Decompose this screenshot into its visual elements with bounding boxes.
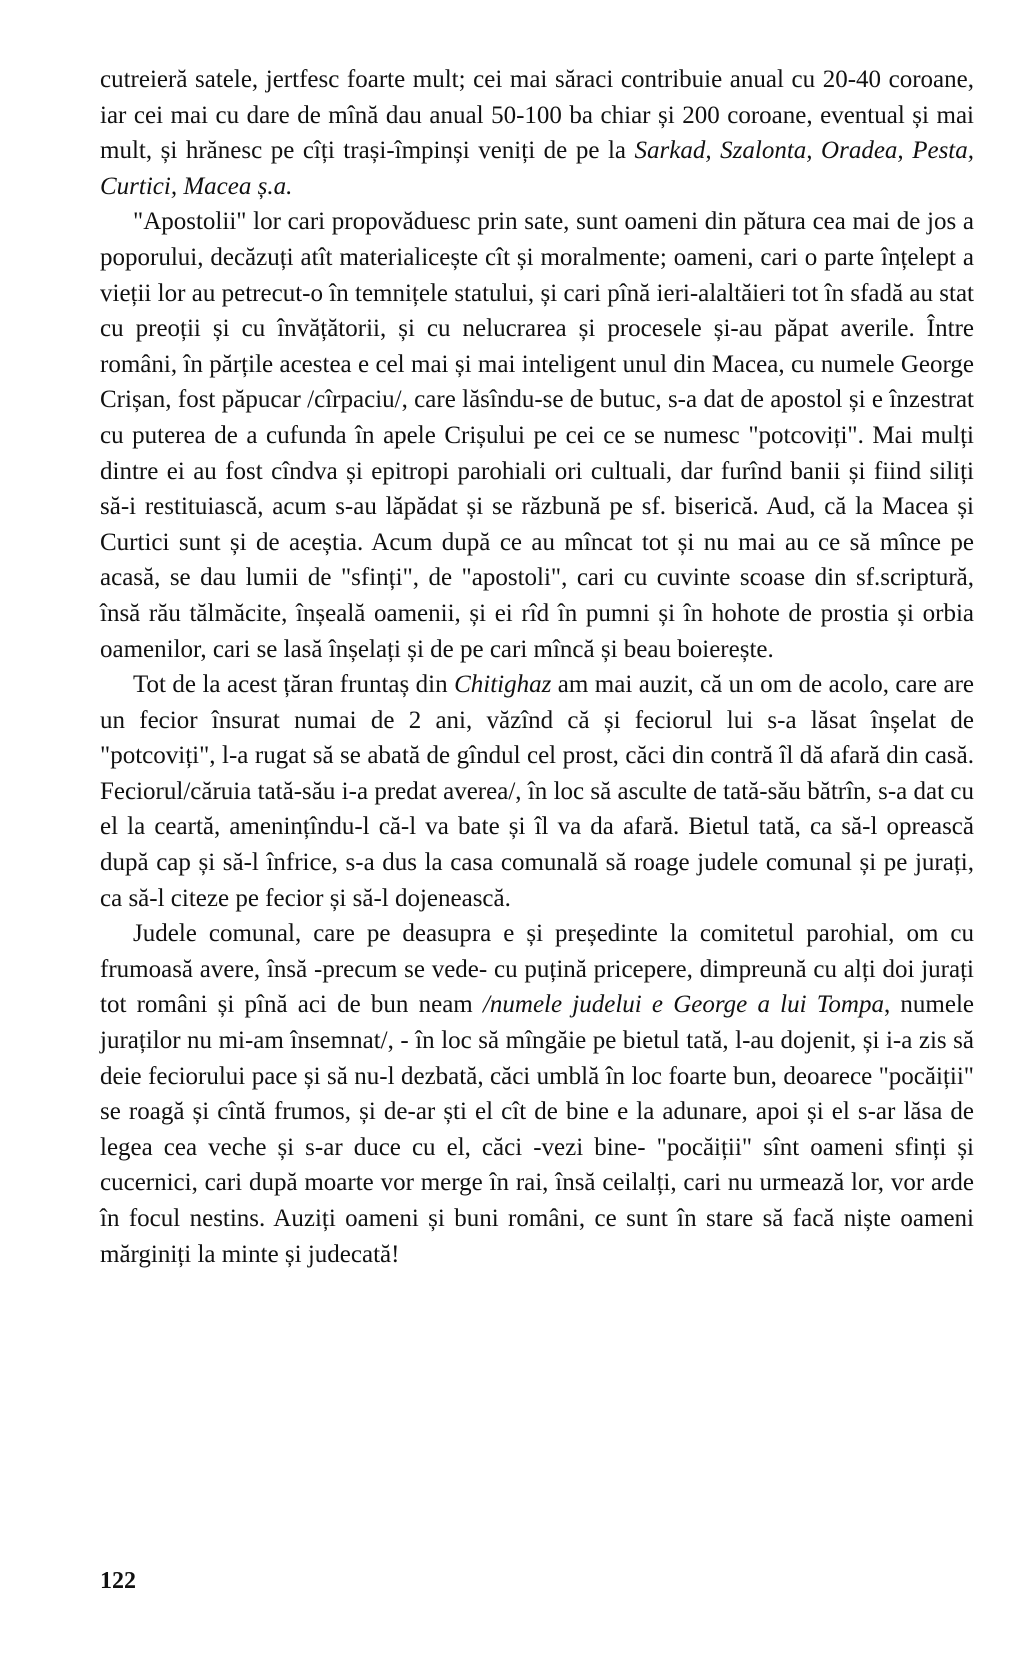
italic-segment: /numele judelui e George a lui Tompa xyxy=(482,991,884,1019)
italic-segment: Sarkad, Szalonta, Oradea, Pesta, Curtici, Macea ș.a. xyxy=(100,137,974,200)
paragraph-1 xyxy=(100,62,974,204)
italic-segment: Chitighaz xyxy=(454,671,552,699)
paragraph-2 xyxy=(100,204,974,667)
page-number: 122 xyxy=(100,1568,136,1594)
text-segment: am mai auzit, că un om de acolo, care are un fecior însurat numai de 2 ani, văzînd că și feciorul lui s-a lăsat înșelat de "potcoviți", l-a rugat să se abată de gîndul cel prost, căci din contră îl dă afară din casă. Feciorul/căruia tată-său i-a predat averea/, în loc să asculte de tată-său bătrîn, s-a dat cu el la ceartă, amenințîndu-l că-l va bate și îl va da afară. Bietul tată, ca să-l oprească după cap și să-l înfrice, s-a dus la casa comunală să roage judele comunal și pe jurați, ca să-l citeze pe fecior și să-l dojenească. xyxy=(100,671,975,912)
text-segment: Tot de la acest țăran fruntaș din xyxy=(133,671,455,699)
text-segment: "Apostolii" lor cari propovăduesc prin sate, sunt oameni din pătura cea mai de jos a poporului, decăzuți atît materialicește cît și moralmente; oameni, cari o parte înțelept a vieții lor au petrecut-o în temnițele statului, și cari pînă ieri-alaltăieri tot în sfadă au stat cu preoții și cu învățătorii, și cu nelucrarea și procesele și-au păpat averile. Între români, în părțile acestea e cel mai și mai inteligent unul din Macea, cu numele George Crișan, fost păpucar /cîrpaciu/, care lăsîndu-se de butuc, s-a dat de apostol și e înzestrat cu puterea de a cufunda în apele Crișului pe cei ce se numesc "potcoviți". Mai mulți dintre ei au fost cîndva și epitropi parohiali ori cultuali, dar furînd banii și fiind siliți să-i restituiască, acum s-au lăpădat și se răzbună pe sf. biserică. Aud, că la Macea și Curtici sunt și de aceștia. Acum după ce au mîncat tot și nu mai au ce să mînce pe acasă, se dau lumii de "sfinți", de "apostoli", cari cu cuvinte scoase din sf.scriptură, însă rău tălmăcite, înșeală oamenii, și ei rîd în pumni și în hohote de prostia și orbia oamenilor, cari se lasă înșelați și de pe cari mîncă și beau boierește. xyxy=(100,208,974,663)
text-segment: Judele comunal, care pe deasupra e și președinte la comitetul parohial, om cu frumoasă avere, însă -precum se vede- cu puțină pricepere, dimpreună cu alți doi jurați tot români și pînă aci de bun neam xyxy=(100,920,974,1019)
paragraph-3 xyxy=(100,667,974,916)
text-segment: cutreieră satele, jertfesc foarte mult; cei mai săraci contribuie anual cu 20-40 coroane, iar cei mai cu dare de mînă dau anual 50-100 ba chiar și 200 coroane, eventual și mai mult, și hrănesc pe cîți trași-împinși veniți de pe la xyxy=(100,66,974,165)
page-body xyxy=(100,62,974,1272)
text-segment: , numele juraților nu mi-am însemnat/, - în loc să mîngăie pe bietul tată, l-au dojenit, și i-a zis să deie feciorului pace și să nu-l dezbată, căci umblă în loc foarte bun, deoarece "pocăiții" se roagă și cîntă frumos, și de-ar ști el cît de bine e la adunare, apoi și el s-ar lăsa de legea cea veche și s-ar duce cu el, căci -vezi bine- "pocăiții" sînt oameni sfinți și cucernici, cari după moarte vor merge în rai, însă ceilalți, cari nu urmează lor, vor arde în focul nestins. Auziți oameni și buni români, ce sunt în stare să facă niște oameni mărginiți la minte și judecată! xyxy=(100,991,974,1268)
paragraph-4 xyxy=(100,916,974,1272)
